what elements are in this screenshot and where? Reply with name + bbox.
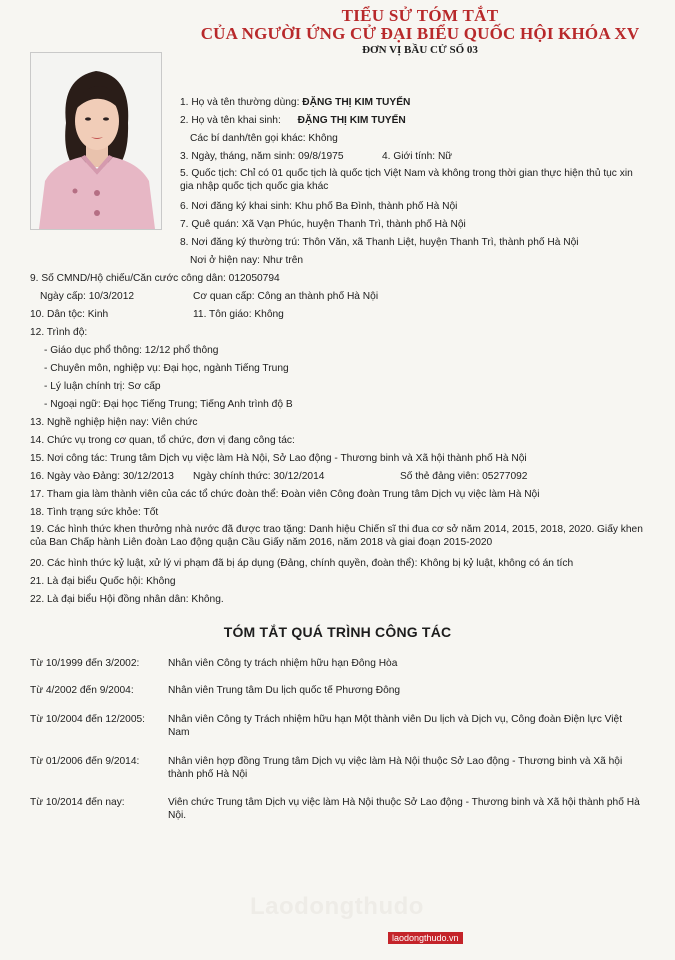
work-date: Từ 01/2006 đến 9/2014: (30, 756, 140, 767)
field-permanent-residence: 8. Nơi đăng ký thường trú: Thôn Văn, xã Thanh Liệt, huyện Thanh Trì, thành phố Hà Nội (180, 237, 579, 248)
field-birth-registration: 6. Nơi đăng ký khai sinh: Khu phố Ba Đình, thành phố Hà Nội (180, 201, 458, 212)
field-organizations: 17. Tham gia làm thành viên của các tổ chức đoàn thể: Đoàn viên Công đoàn Trung tâm Dịch vụ việc làm Hà Nội (30, 489, 540, 500)
field-party-card: Số thẻ đảng viên: 05277092 (400, 471, 528, 482)
field-party-official-date: Ngày chính thức: 30/12/2014 (193, 471, 325, 482)
work-desc: Nhân viên hợp đồng Trung tâm Dịch vụ việc làm Hà Nội thuộc Sở Lao động - Thương binh và Xã hội thành phố Hà Nội (168, 756, 623, 780)
field-political-theory: - Lý luận chính trị: Sơ cấp (44, 381, 161, 392)
field-label: 2. Họ và tên khai sinh: (180, 115, 281, 126)
work-desc: Viên chức Trung tâm Dịch vụ việc làm Hà Nội thuộc Sở Lao động - Thương binh và Xã hội thành phố Hà Nội. (168, 797, 640, 821)
field-na-deputy: 21. Là đại biểu Quốc hội: Không (30, 576, 176, 587)
field-foreign-language: - Ngoại ngữ: Đại học Tiếng Trung; Tiếng Anh trình độ B (44, 399, 293, 410)
document-subtitle: CỦA NGƯỜI ỨNG CỬ ĐẠI BIỂU QUỐC HỘI KHÓA XV (200, 24, 640, 43)
field-hometown: 7. Quê quán: Xã Vạn Phúc, huyện Thanh Trì, thành phố Hà Nội (180, 219, 466, 230)
field-birth-date: 3. Ngày, tháng, năm sinh: 09/8/1975 (180, 151, 344, 162)
field-value: ĐẶNG THỊ KIM TUYẾN (297, 115, 406, 126)
field-workplace: 15. Nơi công tác: Trung tâm Dịch vụ việc làm Hà Nội, Sở Lao động - Thương binh và Xã hội thành phố Hà Nội (30, 453, 527, 464)
document-title: TIỂU SỬ TÓM TẮT (341, 6, 499, 25)
field-id-number: 9. Số CMND/Hộ chiếu/Căn cước công dân: 012050794 (30, 273, 280, 284)
field-health: 18. Tình trạng sức khỏe: Tốt (30, 507, 159, 518)
field-common-name (180, 96, 410, 109)
field-party-join-date: 16. Ngày vào Đảng: 30/12/2013 (30, 471, 174, 482)
field-current-residence: Nơi ở hiện nay: Như trên (190, 255, 304, 266)
field-specialty: - Chuyên môn, nghiệp vụ: Đại học, ngành Tiếng Trung (44, 363, 289, 374)
field-nationality: 5. Quốc tịch: Chỉ có 01 quốc tịch là quốc tịch Việt Nam và không trong thời gian thực hiện thủ tục xin gia nhập quốc tịch quốc gia khác (180, 168, 633, 192)
field-general-education: - Giáo dục phổ thông: 12/12 phổ thông (44, 345, 219, 356)
field-position: 14. Chức vụ trong cơ quan, tổ chức, đơn vị đang công tác: (30, 435, 295, 446)
work-date: Từ 10/2014 đến nay: (30, 797, 125, 808)
field-education: 12. Trình độ: (30, 327, 88, 338)
work-desc: Nhân viên Công ty Trách nhiệm hữu hạn Một thành viên Du lịch và Dịch vụ, Công đoàn Điện lực Việt Nam (168, 714, 623, 738)
field-religion: 11. Tôn giáo: Không (193, 309, 284, 320)
field-birth-name (180, 114, 406, 127)
source-watermark: laodongthudo.vn (388, 932, 463, 944)
work-date: Từ 10/1999 đến 3/2002: (30, 658, 140, 669)
field-id-issue-date: Ngày cấp: 10/3/2012 (40, 291, 135, 302)
work-date: Từ 10/2004 đến 12/2005: (30, 714, 146, 725)
work-date: Từ 4/2002 đến 9/2004: (30, 685, 134, 696)
work-history-title: TÓM TẮT QUÁ TRÌNH CÔNG TÁC (223, 624, 452, 640)
field-ethnicity: 10. Dân tộc: Kinh (30, 309, 109, 320)
field-aliases: Các bí danh/tên gọi khác: Không (190, 133, 338, 144)
field-gender: 4. Giới tính: Nữ (382, 151, 453, 162)
field-council-deputy: 22. Là đại biểu Hội đồng nhân dân: Không. (30, 594, 224, 605)
work-desc: Nhân viên Trung tâm Du lịch quốc tế Phương Đông (168, 685, 401, 696)
field-label: 1. Họ và tên thường dùng: (180, 97, 300, 108)
field-id-issuer: Cơ quan cấp: Công an thành phố Hà Nội (193, 291, 379, 302)
portrait-photo (30, 52, 162, 230)
field-discipline: 20. Các hình thức kỷ luật, xử lý vi phạm đã bị áp dụng (Đảng, chính quyền, đoàn thể): Không bị kỷ luật, không có án tích (30, 558, 574, 569)
field-awards: 19. Các hình thức khen thưởng nhà nước đã được trao tặng: Danh hiệu Chiến sĩ thi đua cơ sở năm 2014, 2015, 2018, 2020. Giấy khen của Ban Chấp hành Liên đoàn Lao động quận Cầu Giấy năm 2016, năm 2018 và giai đoạn 2015-2020 (30, 524, 643, 548)
faint-watermark: Laodongthudo (250, 893, 424, 920)
work-desc: Nhân viên Công ty trách nhiệm hữu hạn Đông Hòa (168, 658, 398, 669)
field-value: ĐẶNG THỊ KIM TUYẾN (302, 97, 411, 108)
field-occupation: 13. Nghề nghiệp hiện nay: Viên chức (30, 417, 198, 428)
electoral-unit: ĐƠN VỊ BẦU CỬ SỐ 03 (362, 44, 478, 56)
